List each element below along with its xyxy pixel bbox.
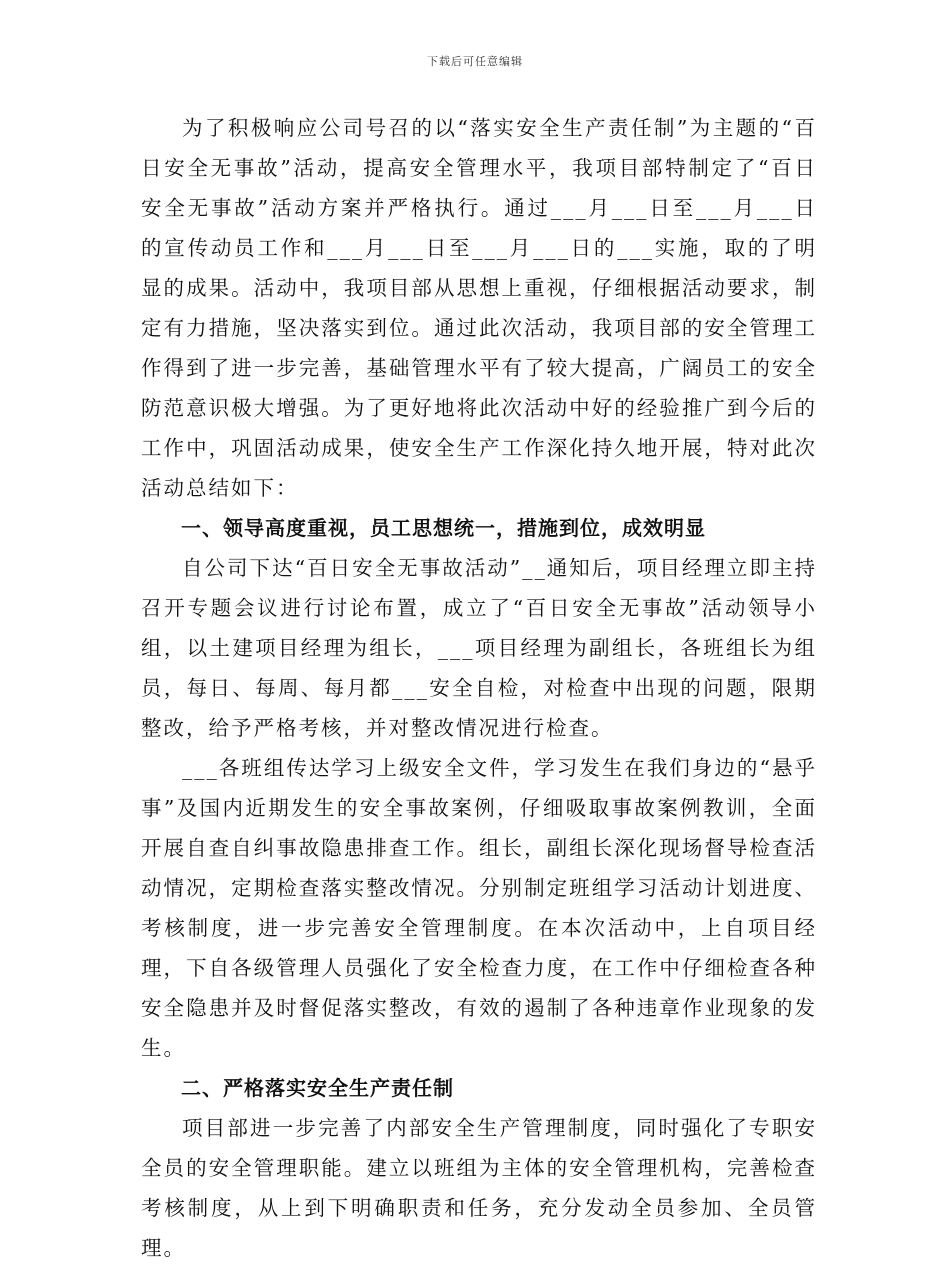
document-body <box>141 108 817 1268</box>
section-1-paragraph-1: 自公司下达“百日安全无事故活动”__通知后，项目经理立即主持召开专题会议进行讨论布置，成立了“百日安全无事故”活动领导小组，以土建项目经理为组长，___项目经理为副组长，各班组长为组员，每日、每周、每月都___安全自检，对检查中出现的问题，限期整改，给予严格考核，并对整改情况进行检查。 <box>141 556 817 740</box>
section-2-paragraph-1: 项目部进一步完善了内部安全生产管理制度，同时强化了专职安全员的安全管理职能。建立以班组为主体的安全管理机构，完善检查考核制度，从上到下明确职责和任务，充分发动全员参加、全员管理。 <box>141 1116 817 1260</box>
intro-paragraph: 为了积极响应公司号召的以“落实安全生产责任制”为主题的“百日安全无事故”活动，提高安全管理水平，我项目部特制定了“百日安全无事故”活动方案并严格执行。通过___月___日至___月___日的宣传动员工作和___月___日至___月___日的___实施，取的了明显的成果。活动中，我项目部从思想上重视，仔细根据活动要求，制定有力措施，坚决落实到位。通过此次活动，我项目部的安全管理工作得到了进一步完善，基础管理水平有了较大提高，广阔员工的安全防范意识极大增强。为了更好地将此次活动中好的经验推广到今后的工作中，巩固活动成果，使安全生产工作深化持久地开展，特对此次活动总结如下： <box>141 116 817 500</box>
section-heading-2: 二、严格落实安全生产责任制 <box>181 1076 454 1100</box>
page-header: 下载后可任意编辑 <box>427 55 523 68</box>
section-heading-1: 一、领导高度重视，员工思想统一，措施到位，成效明显 <box>181 516 706 540</box>
section-1-paragraph-2: ___各班组传达学习上级安全文件，学习发生在我们身边的“悬乎事”及国内近期发生的安全事故案例，仔细吸取事故案例教训，全面开展自查自纠事故隐患排查工作。组长，副组长深化现场督导检查活动情况，定期检查落实整改情况。分别制定班组学习活动计划进度、考核制度，进一步完善安全管理制度。在本次活动中，上自项目经理，下自各级管理人员强化了安全检查力度，在工作中仔细检查各种安全隐患并及时督促落实整改，有效的遏制了各种违章作业现象的发生。 <box>141 756 817 1060</box>
